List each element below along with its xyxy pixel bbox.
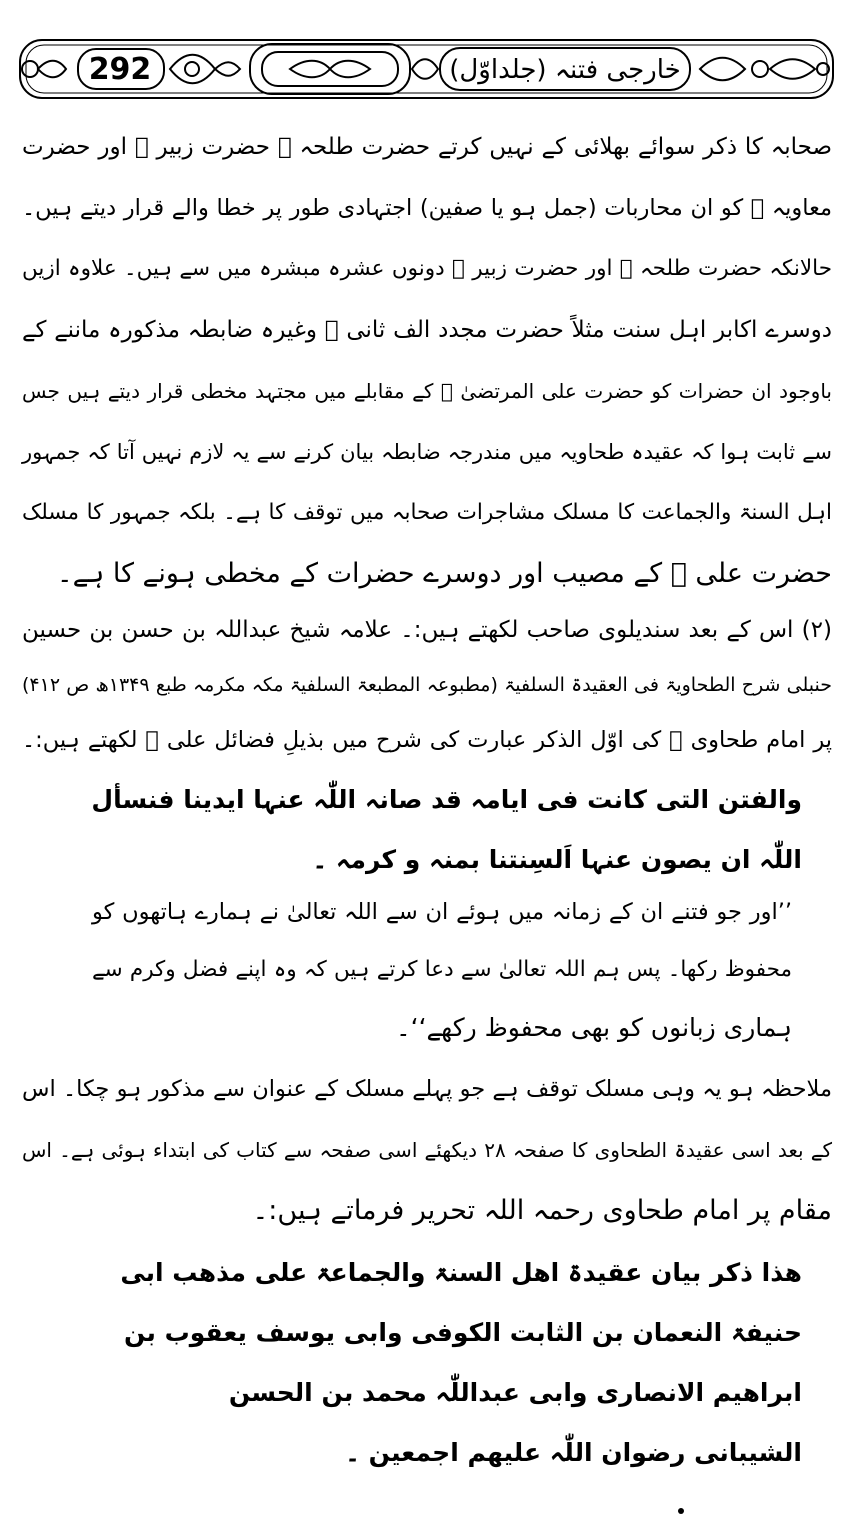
translation-line: ’’اور جو فتنے ان کے زمانہ میں ہوئے ان سے اللہ تعالیٰ نے ہمارے ہاتھوں کو <box>92 899 792 925</box>
text-line: کے بعد اسی عقیدۃ الطحاوی کا صفحہ ۲۸ دیکھئے اسی صفحہ سے کتاب کی ابتداء ہوئی ہے۔ اس <box>22 1138 832 1162</box>
text-line: مقام پر امام طحاوی رحمہ اللہ تحریر فرماتے ہیں:۔ <box>252 1195 832 1226</box>
text-line: حنبلی شرح الطحاویۃ فی العقیدۃ السلفیۃ (مطبوعہ المطبعۃ السلفیۃ مکہ مکرمہ طبع ۱۳۴۹ھ ص ۴۱۲) <box>22 674 832 696</box>
page-number: 292 <box>88 52 152 87</box>
arabic-quote-line: اللّٰہ ان یصون عنہا اَلسِنتنا بمنہ و کرمہ ۔ <box>312 845 802 874</box>
arabic-quote-line: حنیفۃ النعمان بن الثابت الکوفی وابی یوسف یعقوب بن <box>124 1318 802 1347</box>
text-line: (۲) اس کے بعد سندیلوی صاحب لکھتے ہیں:۔ علامہ شیخ عبداللہ بن حسن بن حسین <box>22 617 832 643</box>
text-line: صحابہ کا ذکر سوائے بھلائی کے نہیں کرتے حضرت طلحہ ﷜ حضرت زبیر ﷜ اور حضرت <box>22 134 832 160</box>
arabic-quote-line: ھذا ذکر بیان عقیدۃ اھل السنۃ والجماعۃ علی مذھب ابی <box>120 1258 802 1287</box>
text-line: حضرت علی ﷜ کے مصیب اور دوسرے حضرات کے مخطی ہونے کا ہے۔ <box>56 558 832 589</box>
text-line: ملاحظہ ہو یہ وہی مسلک توقف ہے جو پہلے مسلک کے عنوان سے مذکور ہو چکا۔ اس <box>22 1076 832 1102</box>
text-line: حالانکہ حضرت طلحہ ﷜ اور حضرت زبیر ﷜ دونوں عشرہ مبشرہ میں سے ہیں۔ علاوہ ازیں <box>22 256 832 281</box>
translation-line: ہماری زبانوں کو بھی محفوظ رکھے‘‘۔ <box>395 1013 792 1042</box>
text-line: دوسرے اکابر اہل سنت مثلاً حضرت مجدد الف ثانی ﷫ وغیرہ ضابطہ مذکورہ ماننے کے <box>22 317 832 343</box>
text-line: پر امام طحاوی ﷫ کی اوّل الذکر عبارت کی شرح میں بذیلِ فضائل علی ﷜ لکھتے ہیں:۔ <box>22 727 832 753</box>
text-line: باوجود ان حضرات کو حضرت علی المرتضیٰ ﷜ کے مقابلے میں مجتہد مخطی قرار دیتے ہیں جس <box>22 379 832 403</box>
arabic-quote-line: الشیبانی رضوان اللّٰہ علیھم اجمعین ۔ <box>345 1438 802 1467</box>
arabic-quote-line: ابراھیم الانصاری وابی عبداللّٰہ محمد بن الحسن <box>228 1378 802 1407</box>
translation-line: محفوظ رکھا۔ پس ہم اللہ تعالیٰ سے دعا کرتے ہیں کہ وہ اپنے فضل وکرم سے <box>92 957 792 982</box>
text-line: سے ثابت ہوا کہ عقیدہ طحاویہ میں مندرجہ ضابطہ بیان کرنے سے یہ لازم نہیں آتا کہ جمہور <box>22 440 832 464</box>
running-title: خارجی فتنہ (جلداوّل) <box>449 55 681 85</box>
scan-speck <box>678 1508 684 1514</box>
text-line: اہل السنۃ والجماعت کا مسلک مشاجرات صحابہ میں توقف کا ہے۔ بلکہ جمہور کا مسلک <box>22 500 832 525</box>
text-line: معاویہ ﷜ کو ان محاربات (جمل ہو یا صفین) اجتہادی طور پر خطا والے قرار دیتے ہیں۔ <box>22 195 832 221</box>
arabic-quote-line: والفتن التی کانت فی ایامہ قد صانہ اللّٰہ عنہا ایدینا فنسأل <box>91 785 802 814</box>
